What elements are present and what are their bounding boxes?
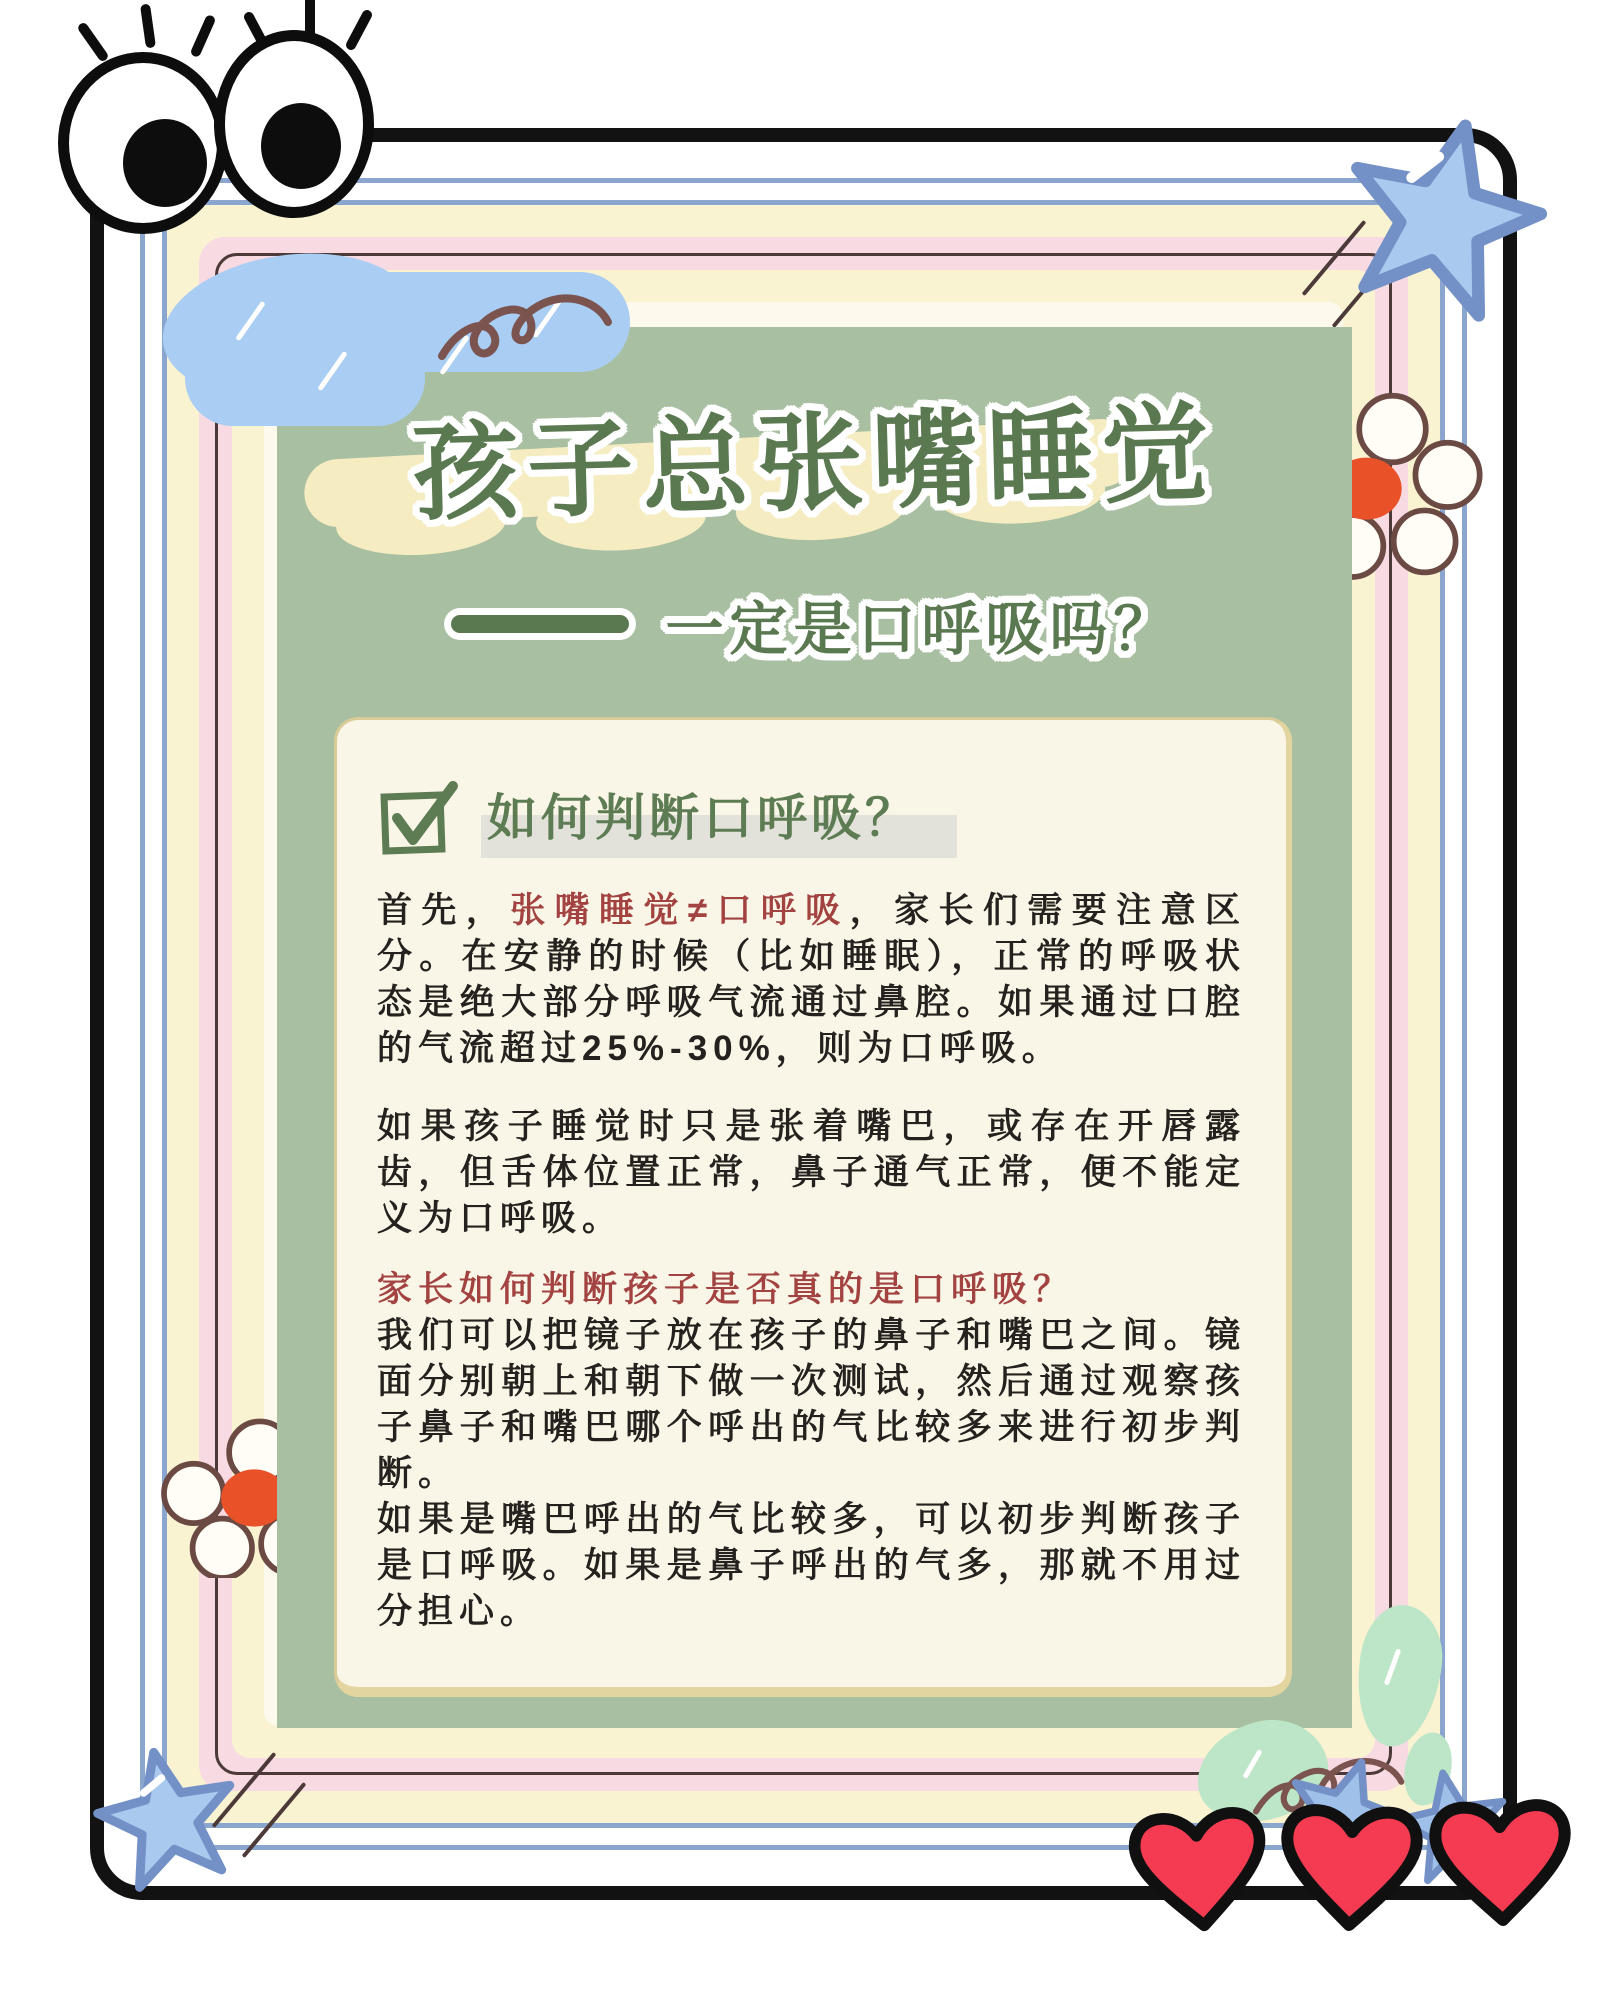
cloud-icon — [185, 330, 425, 426]
poster-panel — [277, 327, 1352, 1728]
star-icon — [90, 1742, 245, 1892]
googly-eye-icon — [58, 52, 228, 234]
eyelash-icon — [189, 14, 216, 58]
paragraph-3: 我们可以把镜子放在孩子的鼻子和嘴巴之间。镜面分别朝上和朝下做一次测试，然后通过观察孩子鼻子和嘴巴哪个呼出的气比较多来进行初步判断。 — [377, 1316, 1246, 1493]
paragraph-1-pre: 首先， — [377, 891, 511, 930]
paragraph-1-highlight: 张嘴睡觉≠口呼吸 — [510, 891, 850, 930]
poster-title: 孩子总张嘴睡觉 — [410, 394, 1219, 534]
card-heading-row — [377, 766, 1246, 858]
googly-eye-icon — [214, 30, 374, 218]
poster-subtitle: 一定是口呼吸吗？ — [665, 597, 1178, 662]
heart-icon — [1270, 1793, 1432, 1943]
paragraph-1-post: ，家长们需要注意区分。在安静的时候（比如睡眠），正常的呼吸状态是绝大部分呼吸气流通过鼻腔。如果通过口腔的气流超过25%-30%，则为口呼吸。 — [377, 891, 1246, 1068]
heart-icon — [1420, 1788, 1582, 1938]
question-heading: 家长如何判断孩子是否真的是口呼吸？ — [377, 1270, 1075, 1309]
paragraph-1 — [377, 888, 1246, 1072]
eyelash-icon — [140, 4, 156, 49]
eyelash-icon — [344, 8, 373, 52]
paragraph-2: 如果孩子睡觉时只是张着嘴巴，或存在开唇露齿，但舌体位置正常，鼻子通气正常，便不能定义为口呼吸。 — [377, 1107, 1246, 1238]
eyelash-icon — [76, 21, 109, 63]
checked-checkbox-icon — [377, 776, 461, 858]
star-icon — [1338, 108, 1548, 323]
heart-icon — [1122, 1798, 1277, 1943]
paragraph-4: 如果是嘴巴呼出的气比较多，可以初步判断孩子是口呼吸。如果是鼻子呼出的气多，那就不用过分担心。 — [377, 1500, 1246, 1631]
content-card — [334, 717, 1292, 1697]
section-heading: 如何判断口呼吸？ — [481, 778, 957, 858]
poster-subtitle-row — [277, 582, 1352, 666]
dash-icon — [451, 615, 629, 633]
squiggle-icon — [436, 288, 616, 368]
